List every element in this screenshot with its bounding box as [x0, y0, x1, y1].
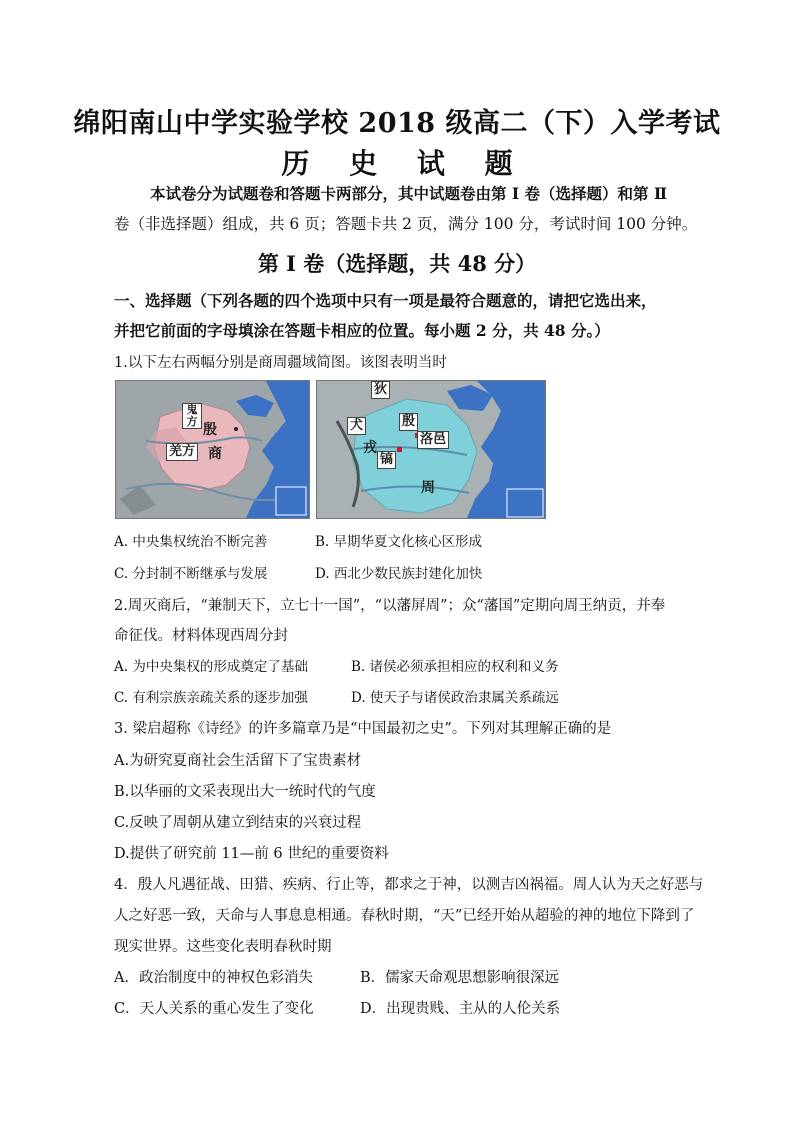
q1-option-a[interactable]: A. 中央集权统治不断完善: [114, 534, 268, 550]
q4-stem-line-3: 现实世界。这些变化表明春秋时期: [114, 939, 332, 955]
instructions-line-1: 一、选择题（下列各题的四个选项中只有一项是最符合题意的，请把它选出来，: [114, 291, 657, 310]
q4-option-b[interactable]: B．儒家天命观思想影响很深远: [360, 970, 560, 986]
label-zhou: 周: [421, 480, 435, 496]
instructions-line-2: 并把它前面的字母填涂在答题卡相应的位置。每小题 2 分，共 48 分。）: [114, 321, 610, 340]
q3-option-a[interactable]: A.为研究夏商社会生活留下了宝贵素材: [114, 753, 362, 769]
q4-stem-line-2: 人之好恶一致，天命与人事息息相通。春秋时期，“天”已经开始从超验的神的地位下降到了: [114, 908, 695, 924]
intro-line-1: 本试卷分为试题卷和答题卡两部分，其中试题卷由第 Ⅰ 卷（选择题）和第 Ⅱ: [150, 184, 668, 203]
label-guifang: 鬼方: [182, 403, 202, 429]
q1-stem: 1.以下左右两幅分别是商周疆域简图。该图表明当时: [114, 355, 447, 371]
q1-option-d[interactable]: D. 西北少数民族封建化加快: [315, 566, 483, 582]
label-hao: 镐: [377, 451, 396, 469]
zhou-map: [316, 380, 546, 519]
intro-line-2: 卷（非选择题）组成，共 6 页；答题卡共 2 页，满分 100 分，考试时间 100 分钟。: [114, 215, 698, 233]
q4-option-a[interactable]: A．政治制度中的神权色彩消失: [114, 970, 313, 986]
label-luoyi: 洛邑: [417, 431, 449, 449]
q2-option-c[interactable]: C. 有利宗族亲疏关系的逐步加强: [114, 690, 308, 706]
q3-option-b[interactable]: B.以华丽的文采表现出大一统时代的气度: [114, 784, 376, 800]
q2-stem-line-2: 命征伐。材料体现西周分封: [114, 628, 288, 644]
q3-option-c[interactable]: C.反映了周朝从建立到结束的兴衰过程: [114, 815, 362, 831]
label-yin-right: 殷: [399, 413, 418, 431]
q2-option-d[interactable]: D. 使天子与诸侯政治隶属关系疏远: [351, 690, 559, 706]
q2-option-a[interactable]: A. 为中央集权的形成奠定了基础: [114, 659, 308, 675]
q1-option-b[interactable]: B. 早期华夏文化核心区形成: [315, 534, 483, 550]
label-qiangfang: 羌方: [166, 443, 198, 461]
label-shang: 商: [208, 446, 222, 462]
subject-title: 历 史 试 题: [281, 147, 513, 180]
q4-option-c[interactable]: C．天人关系的重心发生了变化: [114, 1001, 314, 1017]
q4-stem-line-1: 4．殷人凡遇征战、田猎、疾病、行止等，都求之于神，以测吉凶祸福。周人认为天之好恶与: [114, 877, 704, 893]
label-quan: 犬: [347, 417, 366, 435]
section-title: 第 Ⅰ 卷（选择题，共 48 分）: [257, 251, 537, 276]
q1-option-c[interactable]: C. 分封制不断继承与发展: [114, 566, 268, 582]
label-yin-left: 殷: [203, 422, 217, 438]
q3-stem: 3. 梁启超称《诗经》的许多篇章乃是“中国最初之史”。下列对其理解正确的是: [114, 721, 612, 737]
q4-option-d[interactable]: D．出现贵贱、主从的人伦关系: [360, 1001, 561, 1017]
q2-stem-line-1: 2.周灭商后，“兼制天下，立七十一国”，“以藩屏周”；众“藩国”定期向周王纳贡，并奉: [114, 598, 666, 614]
shang-map: [115, 380, 310, 519]
q2-option-b[interactable]: B. 诸侯必须承担相应的权利和义务: [351, 659, 559, 675]
q3-option-d[interactable]: D.提供了研究前 11—前 6 世纪的重要资料: [114, 846, 389, 862]
label-rong: 戎: [363, 440, 377, 456]
exam-title: 绵阳南山中学实验学校 2018 级高二（下）入学考试: [73, 108, 721, 139]
label-di: 狄: [371, 381, 390, 399]
